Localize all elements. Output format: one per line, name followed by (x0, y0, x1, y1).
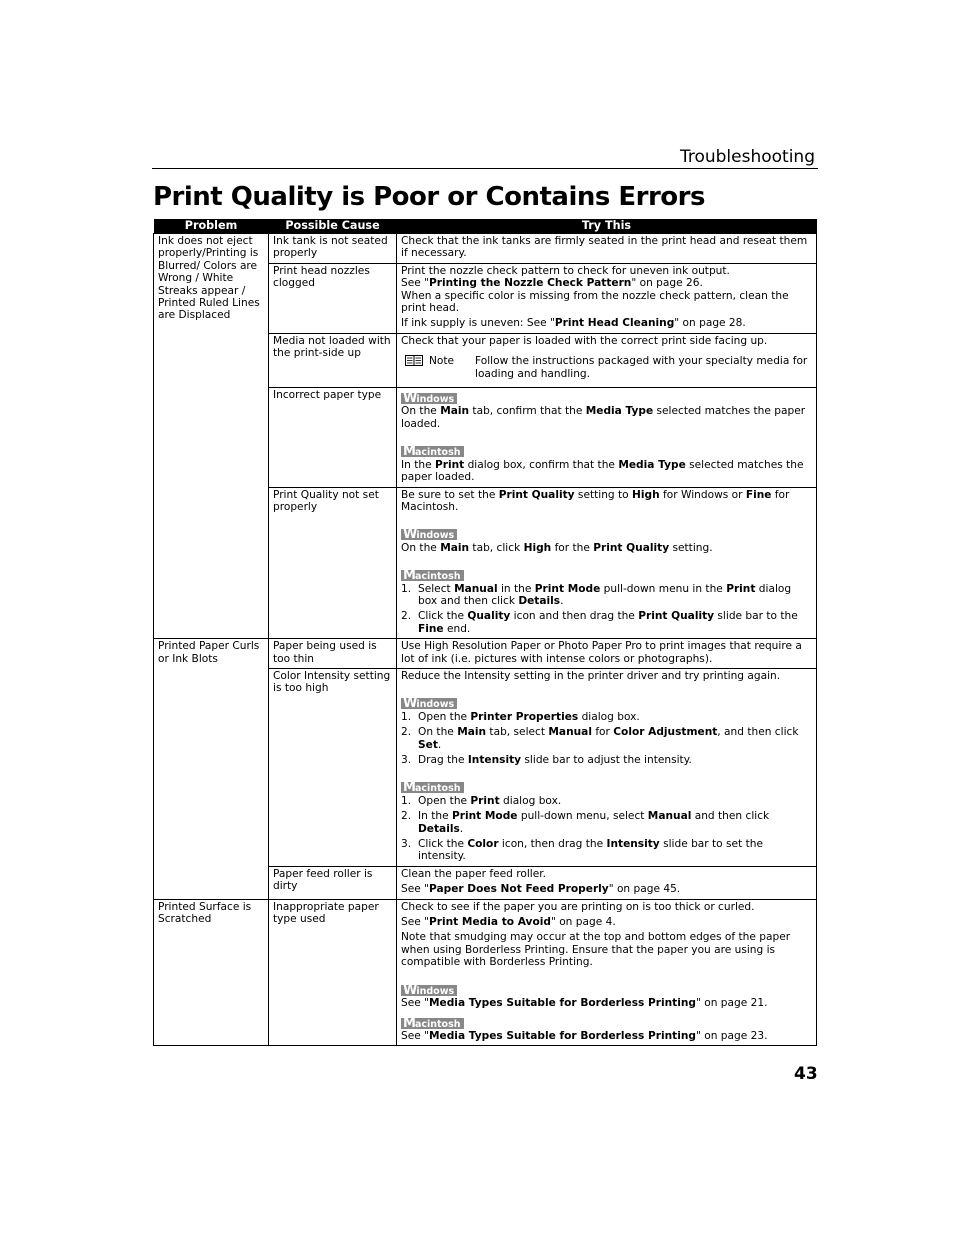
solution-text: See "Media Types Suitable for Borderless Printing" on page 23. (401, 1029, 768, 1042)
solution-text: Print the nozzle check pattern to check for uneven ink output. (401, 264, 730, 277)
solution-cell (397, 668, 817, 866)
note-label: Note (429, 355, 455, 368)
cause-cell: Paper being used is too thin (269, 639, 397, 669)
windows-badge: Windows (401, 529, 457, 540)
problem-cell: Printed Paper Curls or Ink Blots (154, 639, 269, 900)
column-header-problem: Problem (154, 219, 269, 234)
cause-cell: Media not loaded with the print-side up (269, 333, 397, 387)
table-header-row (154, 219, 817, 234)
solution-cell (397, 866, 817, 899)
note-block (401, 355, 812, 380)
table-row (154, 639, 817, 669)
solution-text: Clean the paper feed roller. (401, 867, 546, 880)
windows-badge: Windows (401, 698, 457, 709)
solution-cell (397, 487, 817, 639)
solution-cell: Check that the ink tanks are firmly seated in the print head and reseat them if necessary. (397, 234, 817, 264)
list-item: 3. Drag the Intensity slide bar to adjust the intensity. (401, 754, 692, 766)
cause-cell: Color Intensity setting is too high (269, 668, 397, 866)
solution-text: Be sure to set the Print Quality setting to High for Windows or Fine for Macintosh. (401, 488, 790, 513)
page-reference-link[interactable]: Media Types Suitable for Borderless Printing (429, 1029, 696, 1042)
cause-cell: Inappropriate paper type used (269, 899, 397, 1046)
problem-cell: Ink does not eject properly/Printing is Blurred/ Colors are Wrong / White Streaks appear / Printed Ruled Lines are Displaced (154, 234, 269, 639)
solution-cell (397, 899, 817, 1046)
troubleshooting-table (153, 219, 817, 1046)
page-reference-link[interactable]: Printing the Nozzle Check Pattern (429, 277, 632, 290)
section-title: Troubleshooting (679, 147, 815, 167)
column-header-try-this: Try This (397, 219, 817, 234)
page-number: 43 (794, 1064, 818, 1084)
list-item: 2. Click the Quality icon and then drag the Print Quality slide bar to the Fine end. (401, 610, 798, 635)
cause-cell: Print head nozzles clogged (269, 263, 397, 333)
list-item: 2. On the Main tab, select Manual for Color Adjustment, and then click Set. (401, 726, 799, 751)
list-item: 3. Click the Color icon, then drag the Intensity slide bar to set the intensity. (401, 838, 763, 863)
solution-text: Check to see if the paper you are printing on is too thick or curled. (401, 900, 755, 913)
column-header-cause: Possible Cause (269, 219, 397, 234)
list-item: 1. Open the Printer Properties dialog box. (401, 710, 640, 723)
solution-text: When a specific color is missing from the nozzle check pattern, clean the print head. (401, 289, 789, 315)
solution-cell: Use High Resolution Paper or Photo Paper Pro to print images that require a lot of ink (i.e. pictures with intense colors or photographs). (397, 639, 817, 669)
problem-cell: Printed Surface is Scratched (154, 899, 269, 1046)
page-reference-link[interactable]: Print Head Cleaning (554, 317, 675, 330)
step-list (401, 795, 812, 863)
windows-badge: Windows (401, 393, 457, 404)
step-list (401, 711, 812, 767)
cause-cell: Ink tank is not seated properly (269, 234, 397, 264)
solution-text: See "Media Types Suitable for Borderless Printing" on page 21. (401, 997, 768, 1010)
book-icon (405, 355, 423, 366)
page-reference-link[interactable]: Media Types Suitable for Borderless Printing (429, 997, 696, 1010)
cause-cell: Paper feed roller is dirty (269, 866, 397, 899)
macintosh-badge: Macintosh (401, 570, 464, 581)
solution-text: In the Print dialog box, confirm that the Media Type selected matches the paper loaded. (401, 458, 804, 484)
solution-text: See "Print Media to Avoid" on page 4. (401, 916, 616, 929)
solution-cell (397, 263, 817, 333)
solution-text: See "Paper Does Not Feed Properly" on page 45. (401, 883, 681, 896)
macintosh-badge: Macintosh (401, 782, 464, 793)
solution-text: If ink supply is uneven: See "Print Head Cleaning" on page 28. (401, 317, 746, 330)
solution-text: On the Main tab, confirm that the Media Type selected matches the paper loaded. (401, 405, 806, 430)
solution-text: On the Main tab, click High for the Print Quality setting. (401, 541, 713, 554)
list-item: 1. Select Manual in the Print Mode pull-down menu in the Print dialog box and then click Details. (401, 582, 792, 607)
solution-cell (397, 333, 817, 387)
solution-text: Reduce the Intensity setting in the printer driver and try printing again. (401, 669, 781, 682)
solution-text: Check that your paper is loaded with the correct print side facing up. (401, 334, 768, 347)
cause-cell: Incorrect paper type (269, 388, 397, 487)
list-item: 2. In the Print Mode pull-down menu, select Manual and then click Details. (401, 810, 770, 835)
cause-cell: Print Quality not set properly (269, 487, 397, 639)
note-text: Follow the instructions packaged with your specialty media for loading and handling. (475, 355, 808, 380)
page-title: Print Quality is Poor or Contains Errors (153, 182, 705, 212)
solution-cell (397, 388, 817, 487)
step-list (401, 583, 812, 636)
table-row (154, 234, 817, 264)
macintosh-badge: Macintosh (401, 1018, 464, 1029)
macintosh-badge: Macintosh (401, 446, 464, 457)
solution-text: Note that smudging may occur at the top and bottom edges of the paper when using Borderless Printing. Ensure that the paper you are using is compatible with Borderless Printing. (401, 931, 791, 969)
page-reference-link[interactable]: Print Media to Avoid (429, 916, 551, 929)
section-header (152, 146, 818, 169)
solution-text: See "Printing the Nozzle Check Pattern" on page 26. (401, 277, 703, 290)
list-item: 1. Open the Print dialog box. (401, 794, 562, 807)
table-row (154, 899, 817, 1046)
windows-badge: Windows (401, 985, 457, 996)
page-reference-link[interactable]: Paper Does Not Feed Properly (429, 883, 609, 896)
